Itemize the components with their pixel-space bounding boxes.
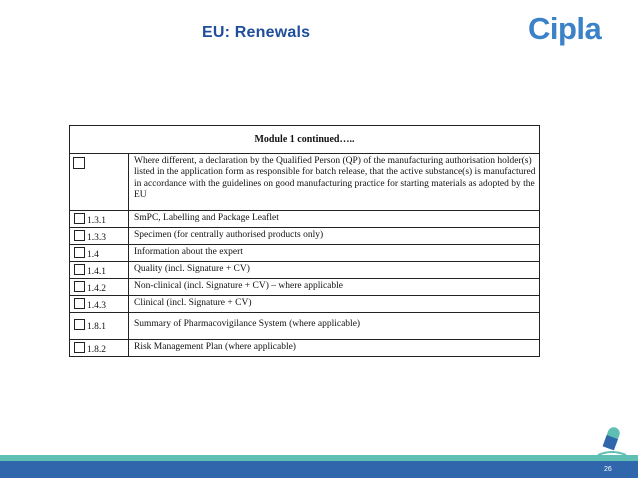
row-code: 1.4.3 (87, 301, 106, 311)
table-row (70, 296, 540, 313)
table-row (70, 313, 540, 340)
table-row (70, 279, 540, 296)
table-heading: Module 1 continued….. (70, 126, 540, 154)
row-code: 1.3.1 (87, 216, 106, 226)
row-description: SmPC, Labelling and Package Leaflet (129, 211, 540, 228)
row-code: 1.8.1 (87, 322, 106, 332)
row-code: 1.4.1 (87, 267, 106, 277)
checkbox-1-8-2[interactable] (74, 342, 85, 353)
row-description: Summary of Pharmacovigilance System (where applicable) (129, 313, 540, 340)
capsule-icon (592, 425, 632, 465)
row-description: Non-clinical (incl. Signature + CV) – where applicable (129, 279, 540, 296)
row-description: Specimen (for centrally authorised products only) (129, 228, 540, 245)
row-description: Clinical (incl. Signature + CV) (129, 296, 540, 313)
footer-bar (0, 461, 638, 478)
qp-declaration-text: Where different, a declaration by the Qualified Person (QP) of the manufacturing authorisation holder(s) listed in the application form as responsible for batch release, that the active substance(s) is manufactured in accordance with the guidelines on good manufacturing practice for starting materials as adopted by the EU (129, 154, 540, 211)
checkbox-1-4-1[interactable] (74, 264, 85, 275)
page-number: 26 (604, 466, 612, 473)
row-code: 1.3.3 (87, 233, 106, 243)
checkbox-1-4-2[interactable] (74, 281, 85, 292)
table-row (70, 262, 540, 279)
row-description: Quality (incl. Signature + CV) (129, 262, 540, 279)
row-description: Information about the expert (129, 245, 540, 262)
checkbox-1-3-1[interactable] (74, 213, 85, 224)
row-code: 1.4 (87, 250, 99, 260)
row-code: 1.4.2 (87, 284, 106, 294)
row-description: Risk Management Plan (where applicable) (129, 340, 540, 357)
table-row (70, 228, 540, 245)
row-code: 1.8.2 (87, 345, 106, 355)
module-checklist-table (69, 125, 540, 357)
checkbox-1-4[interactable] (74, 247, 85, 258)
slide-title: EU: Renewals (202, 24, 311, 41)
checkbox-1-3-3[interactable] (74, 230, 85, 241)
table-row (70, 154, 540, 211)
checkbox-qp-declaration[interactable] (73, 157, 85, 169)
checkbox-1-4-3[interactable] (74, 298, 85, 309)
table-row (70, 211, 540, 228)
cipla-logo: Cipla (528, 11, 602, 46)
table-row (70, 245, 540, 262)
checkbox-1-8-1[interactable] (74, 319, 85, 330)
table-row (70, 340, 540, 357)
